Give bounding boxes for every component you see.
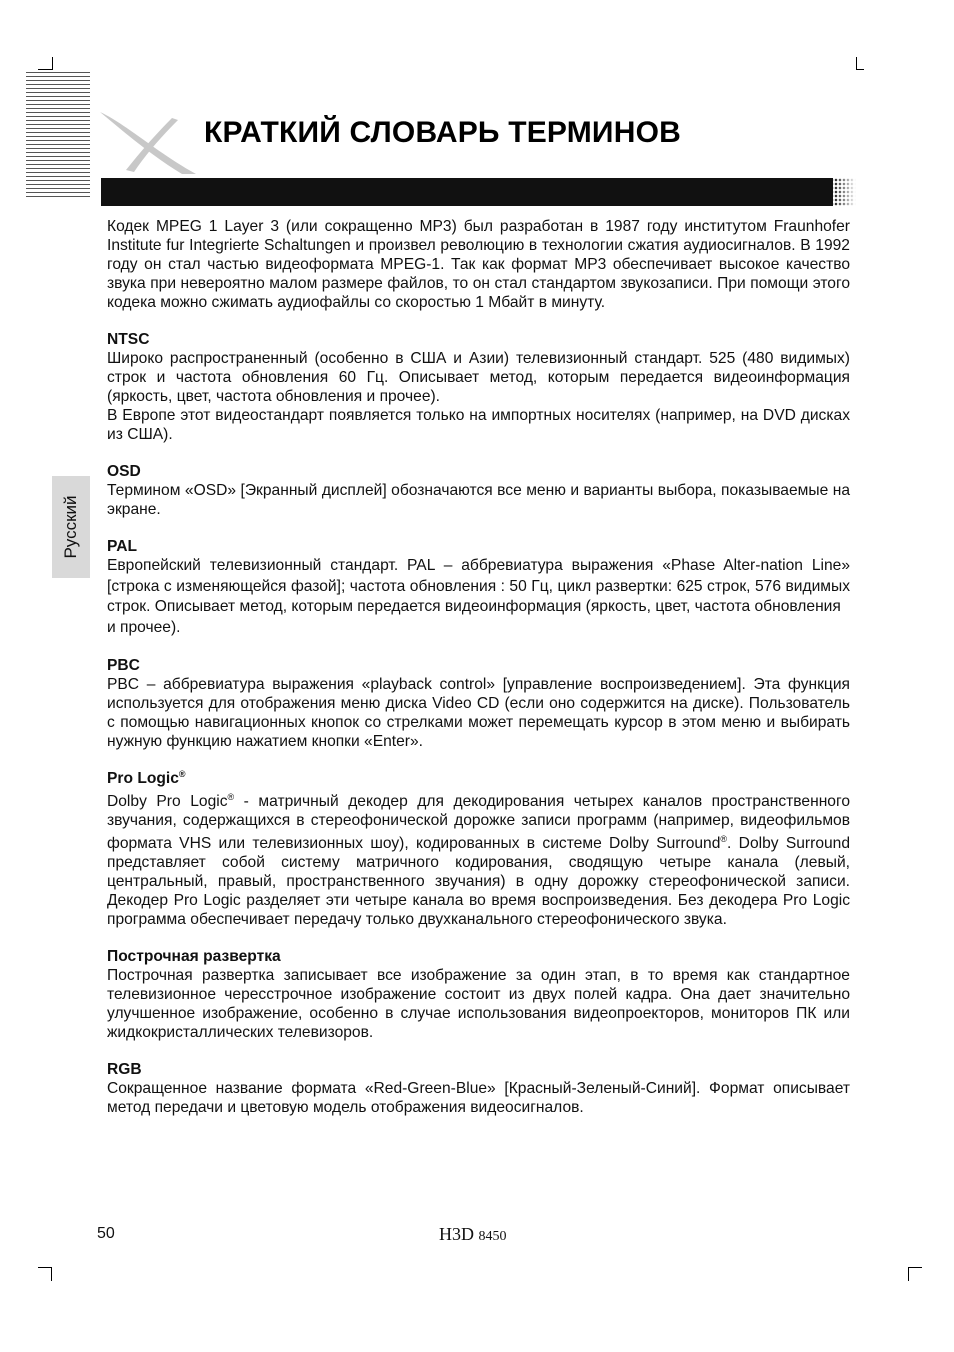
section-heading xyxy=(107,769,850,788)
section-heading: PAL xyxy=(107,538,138,555)
section-paragraph: Термином «OSD» [Экранный дисплей] обозначаются все меню и варианты выбора, показываемые на экране. xyxy=(107,482,850,518)
text-part: . Dolby Surround представляет собой систему матричного кодирования, сводящую четыре канала (левый, центральный, правый, пространственного звучания) в одну дорожку стереофонической записи. Декодер Pro Logic разделяет эти четыре канала во время воспроизведения. Без декодера Pro Logic программа обеспечивает передачу только двухканального стереофонического звука. xyxy=(107,835,851,929)
section-ntsc xyxy=(107,330,850,444)
section-paragraph: В Европе этот видеостандарт появляется только на импортных носителях (например, на DVD дисках из США). xyxy=(107,407,850,443)
section-heading: NTSC xyxy=(107,331,150,348)
heading-text: Pro Logic xyxy=(107,770,179,787)
section-paragraph: Европейский телевизионный стандарт. PAL – аббревиатура выражения «Phase Alter-nation Line» [строка с изменяющейся фазой]; частота обновления : 50 Гц, цикл развертки: 625 строк, 576 видимых строк. Описывает метод, которым передается видеоинформация (яркость, цвет, частота обновления xyxy=(107,557,850,615)
section-pro-logic xyxy=(107,769,850,929)
section-rgb xyxy=(107,1060,850,1117)
page-number: 50 xyxy=(97,1225,115,1242)
product-name xyxy=(439,1224,507,1245)
registered-mark: ® xyxy=(178,769,186,779)
glossary-content xyxy=(107,217,850,1117)
intro-paragraph: Кодек MPEG 1 Layer 3 (или сокращенно MP3) был разработан в 1987 году институтом Fraunhofer Institute fur Integrierte Schaltungen и произвел революцию в технологии сжатия аудиосигналов. В 1992 году он стал частью видеоформата MPEG-1. Так как формат MP3 обеспечивает высокое качество звука при невероятно малом размере файлов, то он стал стандартом звукозаписи. При помощи этого кодека можно сжимать аудиофайлы со скоростью 1 Мбайт в минуту. xyxy=(107,218,850,311)
product-number: 8450 xyxy=(478,1229,507,1244)
title-bar xyxy=(101,178,833,206)
section-heading: RGB xyxy=(107,1061,142,1079)
section-heading: OSD xyxy=(107,463,141,480)
section-heading: Построчная развертка xyxy=(107,948,281,966)
text-part: - матричный декодер для декодирования четырех каналов пространственного звучания, содержащихся в стереофонической дорожке записи программ (например, видеофильмов формата VHS или телевизионных шоу), кодированных в системе Dolby Surround xyxy=(107,793,850,853)
registered-mark: ® xyxy=(720,834,728,845)
section-pbc xyxy=(107,656,850,751)
crop-mark-top-left xyxy=(38,69,52,70)
xoro-x-logo-icon xyxy=(96,104,200,176)
crop-mark-top-left-vertical xyxy=(52,57,53,70)
page-title: КРАТКИЙ СЛОВАРЬ ТЕРМИНОВ xyxy=(204,116,681,149)
product-model: H3D xyxy=(439,1224,474,1244)
section-progressive-scan xyxy=(107,947,850,1042)
language-tab-label: Русский xyxy=(61,495,80,559)
section-heading: PBC xyxy=(107,657,140,674)
crop-mark-bottom-left xyxy=(38,1267,52,1268)
decorative-stripes xyxy=(26,72,90,200)
section-paragraph: PBC – аббревиатура выражения «playback control» [управление воспроизведением]. Эта функция используется для отображения меню диска Video CD (если оно содержится на диске). Пользователь с помощью навигационных кнопок со стрелками может перемещать курсор в этом меню и выбирать нужную функцию нажатием кнопки «Enter». xyxy=(107,676,850,750)
section-paragraph: Сокращенное название формата «Red-Green-Blue» [Красный-Зеленый-Синий]. Формат описывает метод передачи и цветовую модель отображения видеосигналов. xyxy=(107,1080,850,1117)
language-tab xyxy=(52,476,90,578)
section-paragraph: и прочее). xyxy=(107,618,181,636)
section-osd xyxy=(107,462,850,519)
crop-mark-bottom-left-vertical xyxy=(51,1267,52,1281)
section-paragraph: Широко распространенный (особенно в США и Азии) телевизионный стандарт. 525 (480 видимых) строк и частота обновления 60 Гц. Описывает метод, которым передается видеоинформация (яркость, цвет, частота обновления и прочее). xyxy=(107,350,850,405)
crop-mark-bottom-right xyxy=(908,1267,922,1268)
section-paragraph: Построчная развертка записывает все изображение за один этап, в то время как стандартное телевизионное чересстрочное изображение состоит из двух полей кадра. Она дает значительно улучшенное изображение, особенно в случае использования видеопроекторов, мониторов ПК или жидкокристаллических телевизоров. xyxy=(107,967,850,1042)
text-part: Dolby Pro Logic xyxy=(107,793,228,811)
section-paragraph xyxy=(107,788,850,929)
crop-mark-bottom-right-vertical xyxy=(908,1267,909,1281)
title-bar-dots xyxy=(826,178,856,206)
registered-mark: ® xyxy=(227,792,235,802)
section-pal xyxy=(107,537,850,638)
crop-mark-top-right-horizontal xyxy=(856,69,864,70)
